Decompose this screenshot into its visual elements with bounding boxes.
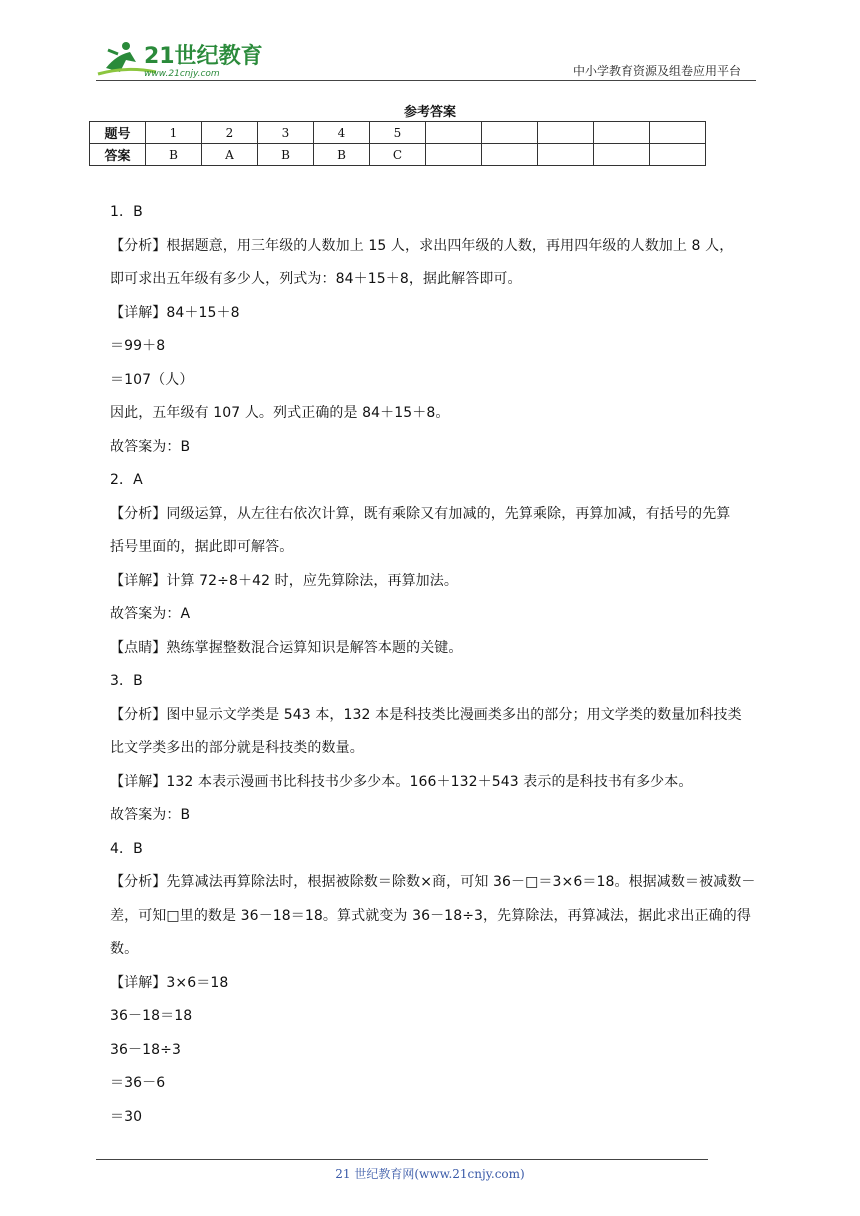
solution-body [110,196,760,1134]
answer-cell [482,144,538,166]
answer-cell [538,144,594,166]
text-line: 36－18＝18 [110,1008,193,1024]
answer-cell: B [258,144,314,166]
text-line: 数。 [110,941,139,957]
question-number-cell [650,122,706,144]
question-number-cell: 2 [202,122,258,144]
footer-link[interactable]: 21 世纪教育网(www.21cnjy.com) [335,1167,525,1181]
text-line: 【详解】84＋15＋8 [110,304,240,321]
logo-text: 21世纪教育 [144,44,263,69]
text-line: 因此，五年级有 107 人。列式正确的是 84＋15＋8。 [110,405,450,421]
question-number-cell: 4 [314,122,370,144]
text-line: ＝99＋8 [110,338,166,354]
text-line: 【分析】先算减法再算除法时，根据被除数＝除数×商，可知 36－□＝3×6＝18。根据减数＝被减数－ [110,874,756,890]
answer-row [90,144,706,166]
text-line: 【分析】同级运算，从左往右依次计算，既有乘除又有加减的，先算乘除，再算加减，有括号的先算 [110,505,731,522]
text-line: 【详解】132 本表示漫画书比科技书少多少本。166＋132＋543 表示的是科技书有多少本。 [110,773,693,790]
question-number-row [90,122,706,144]
text-line: 故答案为：B [110,438,191,455]
logo-url: www.21cnjy.com [144,69,220,79]
page-title: 参考答案 [403,105,456,120]
text-line: ＝30 [110,1108,143,1125]
footer-divider [96,1159,708,1160]
text-line: 【详解】3×6＝18 [110,974,229,991]
question-number-cell [594,122,650,144]
answer-cell [594,144,650,166]
question-number-cell: 1 [146,122,202,144]
text-line: 3．B [110,673,143,689]
answer-cell: A [202,144,258,166]
text-line: 比文学类多出的部分就是科技类的数量。 [110,740,364,756]
platform-name: 中小学教育资源及组卷应用平台 [573,64,742,78]
text-line: 括号里面的，据此即可解答。 [110,539,294,555]
text-line: 36－18÷3 [110,1041,181,1058]
text-line: 即可求出五年级有多少人，列式为：84＋15＋8，据此解答即可。 [110,271,522,287]
text-line: ＝36－6 [110,1075,166,1091]
answer-cell [426,144,482,166]
text-line: 【分析】根据题意，用三年级的人数加上 15 人，求出四年级的人数，再用四年级的人数加上 8 人， [110,237,734,254]
question-number-cell: 3 [258,122,314,144]
answer-cell: C [370,144,426,166]
text-line: 差，可知□里的数是 36－18＝18。算式就变为 36－18÷3，先算除法，再算减法，据此求出正确的得 [110,907,751,924]
question-number-cell [482,122,538,144]
row-label-number: 题号 [90,122,146,144]
site-logo [96,38,266,80]
answer-cell: B [146,144,202,166]
text-line: 【详解】计算 72÷8＋42 时，应先算除法，再算加法。 [110,572,458,589]
text-line: 【点睛】熟练掌握整数混合运算知识是解答本题的关键。 [110,639,463,656]
text-line: ＝107（人） [110,371,194,388]
question-number-cell: 5 [370,122,426,144]
text-line: 故答案为：A [110,606,191,622]
text-line: 2．A [110,472,143,488]
answer-cell: B [314,144,370,166]
text-line: 故答案为：B [110,807,191,823]
text-line: 【分析】图中显示文学类是 543 本，132 本是科技类比漫画类多出的部分；用文学类的数量加科技类 [110,706,742,723]
answer-table [89,121,706,166]
question-number-cell [538,122,594,144]
text-line: 1．B [110,204,143,220]
answer-cell [650,144,706,166]
question-number-cell [426,122,482,144]
row-label-answer: 答案 [90,144,146,166]
header-divider [96,80,756,81]
text-line: 4．B [110,840,143,857]
